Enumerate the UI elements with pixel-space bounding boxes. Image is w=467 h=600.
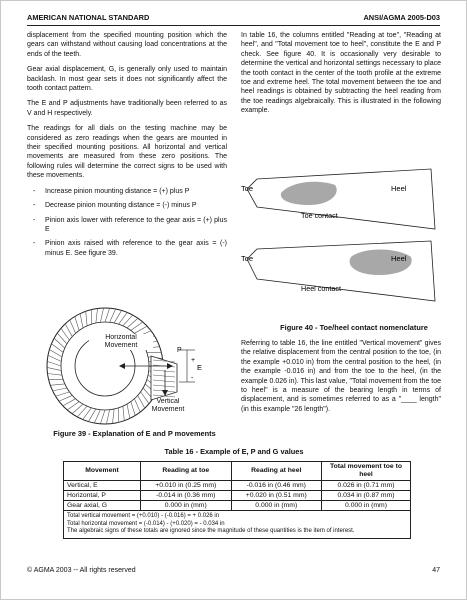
gear-tooth bbox=[56, 392, 70, 396]
column-header: Movement bbox=[64, 462, 141, 481]
figure-39-caption: Figure 39 - Explanation of E and P movements bbox=[53, 429, 216, 438]
column-header: Reading at toe bbox=[141, 462, 232, 481]
paragraph: The E and P adjustments have traditionally been referred to as V and H respectively. bbox=[27, 100, 227, 117]
gear-tooth bbox=[48, 355, 61, 361]
gear-tooth bbox=[59, 395, 72, 401]
list-item bbox=[27, 201, 227, 210]
gear-tooth bbox=[127, 404, 130, 418]
toe-label: Toe bbox=[241, 184, 254, 193]
table-cell: -0.016 in (0.46 mm) bbox=[231, 481, 322, 491]
paragraph: Referring to table 16, the line entitled "Vertical movement" gives the relative displacement from the central position to the toe, (in the example +0.010 in) from the central position to the heel, (in the example -0.016 in) and from the toe to the heel, (in the example 0.026 in). This last value, "Total movement from the toe to heel" is a measure of the bearing length in terms of displacement, and is sometimes referred to as a "____ length" (in this example "26 length"). bbox=[241, 340, 441, 413]
table-cell: 0.000 in (mm) bbox=[322, 501, 411, 511]
gear-tooth bbox=[134, 399, 140, 412]
gear-tooth bbox=[131, 402, 135, 416]
left-column bbox=[27, 31, 227, 263]
gear-tooth bbox=[47, 373, 61, 375]
gear-tooth bbox=[88, 409, 95, 422]
gear-tooth bbox=[105, 308, 110, 322]
horizontal-movement-label-box bbox=[89, 334, 153, 356]
figure-40-caption: Figure 40 - Toe/heel contact nomenclature bbox=[280, 323, 428, 332]
page-number: 47 bbox=[432, 567, 440, 574]
header-right: ANSI/AGMA 2005-D03 bbox=[363, 13, 440, 22]
gear-tooth bbox=[65, 324, 72, 337]
table-note: Total vertical movement = (+0.010) - (-0.016) = + 0.026 in bbox=[67, 513, 220, 519]
list-item bbox=[27, 239, 227, 258]
table-row bbox=[64, 491, 411, 501]
table-note: The algebraic signs of these totals are ignored since the magnitude of these quantities is the item of interest. bbox=[67, 528, 355, 535]
contact-label: Heel contact bbox=[301, 284, 341, 293]
gear-tooth bbox=[70, 320, 76, 333]
gear-tooth bbox=[47, 361, 61, 366]
gear-tooth bbox=[75, 317, 79, 331]
table-16 bbox=[63, 461, 411, 539]
table-cell: 0.000 in (mm) bbox=[141, 501, 232, 511]
table-cell: -0.014 in (0.36 mm) bbox=[141, 491, 232, 501]
list-item bbox=[27, 216, 227, 235]
gear-tooth bbox=[134, 326, 147, 333]
table-note: Total horizontal movement = (-0.014) - (+0.020) = - 0.034 in bbox=[67, 520, 225, 527]
gear-tooth bbox=[80, 314, 83, 328]
table-cell: 0.000 in (mm) bbox=[231, 501, 322, 511]
figure-39-diagram bbox=[27, 304, 237, 426]
table-row bbox=[64, 501, 411, 511]
table-cell: +0.010 in (0.25 mm) bbox=[141, 481, 232, 491]
horizontal-movement-label: Horizontal Movement bbox=[89, 334, 153, 350]
right-column bbox=[241, 31, 441, 122]
p-label: P bbox=[177, 347, 182, 354]
paragraph: The readings for all dials on the testing machine may be considered as zero readings when the gears are mounted in their specified mounting positions. All horizontal and vertical movements are measured from these zero positions. The following rules will determine the correct signs to be used with these movements. bbox=[27, 125, 227, 180]
table-cell: 0.034 in (0.87 mm) bbox=[322, 491, 411, 501]
gear-tooth bbox=[112, 409, 114, 423]
gear-tooth bbox=[100, 410, 105, 424]
gear-tooth bbox=[49, 349, 62, 356]
figure-40-diagram bbox=[241, 167, 446, 307]
minus-label: - bbox=[191, 375, 194, 382]
gear-tooth bbox=[106, 410, 109, 424]
contact-label: Toe contact bbox=[301, 211, 338, 220]
table-notes-row bbox=[64, 511, 411, 539]
list-item-text: Pinion axis lower with reference to the gear axis = (+) plus E bbox=[45, 216, 227, 233]
toe-label: Toe bbox=[241, 254, 254, 263]
right-column-lower bbox=[241, 339, 441, 420]
table-cell: Vertical, E bbox=[64, 481, 141, 491]
page-header bbox=[27, 11, 440, 26]
table-notes bbox=[64, 511, 411, 539]
list-item bbox=[27, 187, 227, 196]
list-dash: - bbox=[33, 216, 36, 224]
vertical-movement-label: Vertical Movement bbox=[151, 398, 185, 413]
list-item-text: Pinion axis raised with reference to the gear axis = (-) minus E. See figure 39. bbox=[45, 240, 227, 257]
e-label: E bbox=[197, 363, 203, 372]
paragraph: displacement from the specified mounting position which the gears can withstand without causing load concentrations at the ends of the teeth. bbox=[27, 32, 227, 58]
column-header: Reading at heel bbox=[231, 462, 322, 481]
table-cell: +0.020 in (0.51 mm) bbox=[231, 491, 322, 501]
copyright: © AGMA 2003 -- All rights reserved bbox=[27, 567, 136, 574]
list-dash: - bbox=[33, 202, 36, 210]
plus-label: + bbox=[191, 357, 196, 364]
vertical-movement-label-box bbox=[145, 398, 191, 420]
table-cell: 0.026 in (0.71 mm) bbox=[322, 481, 411, 491]
paragraph: Gear axial displacement, G, is generally only used to maintain backlash. In most gear sets it does not significantly affect the tooth contact pattern. bbox=[27, 66, 227, 93]
gear-tooth bbox=[96, 308, 98, 322]
table-16-caption: Table 16 - Example of E, P and G values bbox=[164, 447, 304, 456]
gear-tooth bbox=[47, 367, 61, 370]
gear-tooth bbox=[110, 309, 116, 322]
list-item-text: Increase pinion mounting distance = (+) plus P bbox=[45, 187, 190, 195]
list-dash: - bbox=[33, 187, 36, 195]
gear-tooth bbox=[63, 399, 76, 406]
list-dash: - bbox=[33, 240, 36, 248]
header-left: AMERICAN NATIONAL STANDARD bbox=[27, 13, 150, 22]
gear-tooth bbox=[114, 310, 121, 323]
gear-tooth bbox=[94, 410, 100, 423]
gear-tooth bbox=[100, 308, 103, 322]
column-header: Total movement toe to heel bbox=[322, 462, 411, 481]
gear-tooth bbox=[53, 388, 67, 391]
gear-tooth bbox=[123, 406, 124, 421]
paragraph: In table 16, the columns entitled "Reading at toe", "Reading at heel", and "Total movement toe to heel", constitute the E and P check. See figure 40. It is occasionally very desirable to determine the vertical and horizontal settings necessary to place the tooth contact in the center of the tooth profile at the extreme toe and extreme heel. The total movement between the toe and heel readings is obtained by subtracting the heel reading from the toe readings algebraically. This is illustrated in the following example. bbox=[241, 32, 441, 115]
tooth-outline bbox=[247, 241, 435, 301]
list-item-text: Decrease pinion mounting distance = (-) minus P bbox=[45, 202, 197, 210]
tooth-outline bbox=[247, 169, 435, 229]
heel-label: Heel bbox=[391, 254, 407, 263]
table-cell: Gear axial, G bbox=[64, 501, 141, 511]
heel-label: Heel bbox=[391, 184, 407, 193]
table-row bbox=[64, 481, 411, 491]
table-header-row bbox=[64, 462, 411, 481]
gear-tooth bbox=[50, 384, 65, 385]
table-cell: Horizontal, P bbox=[64, 491, 141, 501]
gear-tooth bbox=[138, 395, 145, 408]
gear-tooth bbox=[86, 311, 87, 326]
